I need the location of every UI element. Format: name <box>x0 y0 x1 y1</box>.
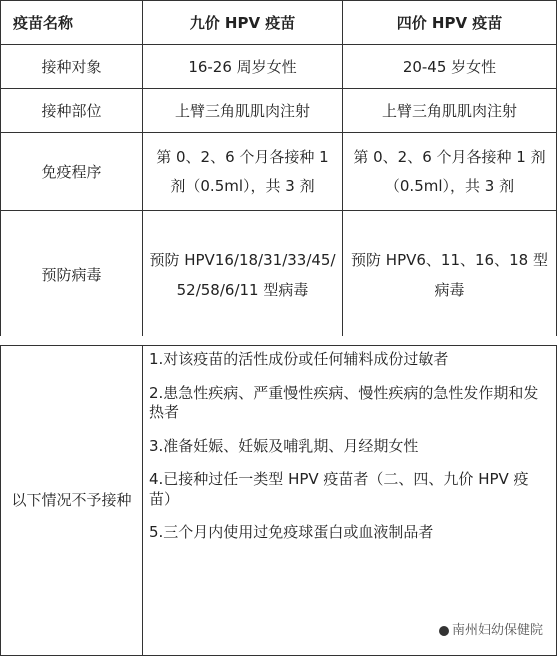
four-valent-cell: 20-45 岁女性 <box>343 45 557 89</box>
contraindications-table <box>0 345 557 656</box>
wechat-icon <box>439 626 449 636</box>
nine-valent-cell: 预防 HPV16/18/31/33/45/52/58/6/11 型病毒 <box>143 211 343 339</box>
four-valent-cell: 第 0、2、6 个月各接种 1 剂（0.5ml），共 3 剂 <box>343 133 557 211</box>
four-valent-cell: 预防 HPV6、11、16、18 型病毒 <box>343 211 557 339</box>
contraindications-label: 以下情况不予接种 <box>1 346 143 656</box>
header-vaccine-name: 疫苗名称 <box>1 1 143 45</box>
table-row <box>1 45 557 89</box>
row-label: 预防病毒 <box>1 211 143 339</box>
header-four-valent: 四价 HPV 疫苗 <box>343 1 557 45</box>
nine-valent-cell: 上臂三角肌肌肉注射 <box>143 89 343 133</box>
contraindications-list <box>143 346 557 656</box>
row-label: 免疫程序 <box>1 133 143 211</box>
list-item: 1.对该疫苗的活性成份或任何辅料成份过敏者 <box>149 350 449 368</box>
row-label: 接种部位 <box>1 89 143 133</box>
watermark <box>437 619 545 638</box>
table-row <box>1 133 557 211</box>
header-nine-valent: 九价 HPV 疫苗 <box>143 1 343 45</box>
watermark-text: 南州妇幼保健院 <box>451 623 543 638</box>
four-valent-cell: 上臂三角肌肌肉注射 <box>343 89 557 133</box>
list-item: 4.已接种过任一类型 HPV 疫苗者（二、四、九价 HPV 疫苗） <box>149 470 529 508</box>
row-label: 接种对象 <box>1 45 143 89</box>
list-item: 2.患急性疾病、严重慢性疾病、慢性疾病的急性发作期和发热者 <box>149 383 539 421</box>
list-item: 5.三个月内使用过免疫球蛋白或血液制品者 <box>149 523 434 541</box>
nine-valent-cell: 16-26 周岁女性 <box>143 45 343 89</box>
list-item: 3.准备妊娠、妊娠及哺乳期、月经期女性 <box>149 436 419 455</box>
contraindications-row <box>1 346 557 656</box>
table-row <box>1 211 557 339</box>
nine-valent-cell: 第 0、2、6 个月各接种 1 剂（0.5ml），共 3 剂 <box>143 133 343 211</box>
table-header-row <box>1 1 557 45</box>
table-gap <box>0 336 557 345</box>
table-row <box>1 89 557 133</box>
